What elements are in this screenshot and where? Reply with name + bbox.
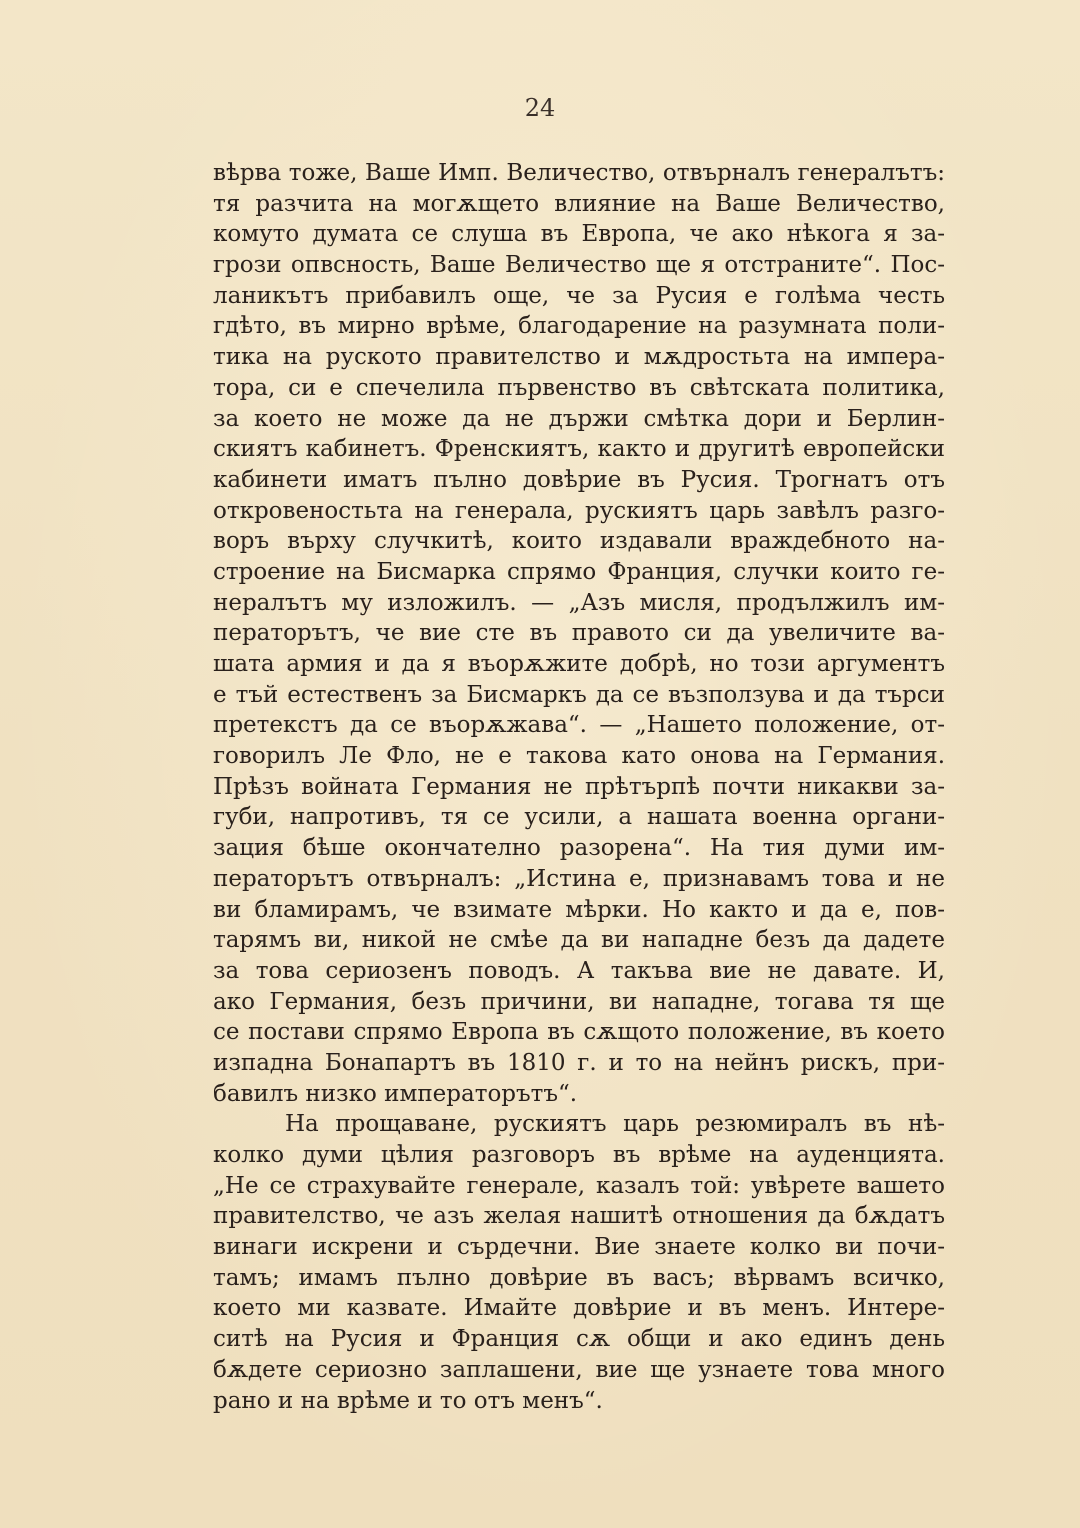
- text-line: шата армия и да я въорѫжите добрѣ, но този аргументъ: [213, 651, 945, 677]
- page-number: 24: [524, 94, 556, 122]
- text-line: „Не се страхувайте генерале, казалъ той: увѣрете вашето: [213, 1172, 945, 1199]
- text-line: воръ върху случкитѣ, които издавали враждебното на-: [213, 528, 945, 555]
- text-line: кабинети иматъ пълно довѣрие въ Русия. Трогнатъ отъ: [213, 466, 945, 493]
- text-line: изпадна Бонапартъ въ 1810 г. и то на нейнъ рискъ, при-: [213, 1049, 945, 1076]
- text-line: тамъ; имамъ пълно довѣрие въ васъ; вѣрвамъ всичко,: [213, 1264, 945, 1291]
- text-line: ператорътъ отвърналъ: „Истина е, признавамъ това и не: [213, 865, 945, 892]
- text-line: строение на Бисмарка спрямо Франция, случки които ге-: [213, 558, 945, 585]
- text-line: ланикътъ прибавилъ още, че за Русия е голѣма честь: [213, 282, 945, 309]
- text-line: ви бламирамъ, че взимате мѣрки. Но както и да е, пов-: [213, 896, 945, 923]
- text-line: говорилъ Ле Фло, не е такова като онова на Германия.: [213, 743, 945, 770]
- text-line: рано и на врѣме и то отъ менъ“.: [213, 1387, 603, 1414]
- text-line: бавилъ низко императорътъ“.: [213, 1080, 578, 1107]
- text-line: ако Германия, безъ причини, ви нападне, тогава тя ще: [213, 988, 945, 1015]
- text-line: се постави спрямо Европа въ сѫщото положение, въ което: [213, 1019, 945, 1046]
- text-line: правителство, че азъ желая нашитѣ отношения да бѫдатъ: [213, 1203, 945, 1230]
- text-line: скиятъ кабинетъ. Френскиятъ, както и другитѣ европейски: [213, 436, 945, 463]
- text-line: зация бѣше окончателно разорена“. На тия думи им-: [213, 835, 945, 862]
- text-line: вѣрва тоже, Ваше Имп. Величество, отвърналъ генералътъ:: [213, 160, 945, 186]
- text-line: На прощаване, рускиятъ царь резюмиралъ въ нѣ-: [285, 1111, 945, 1138]
- text-line: винаги искрени и сърдечни. Вие знаете колко ви почи-: [213, 1234, 945, 1261]
- text-line: ситѣ на Русия и Франция сѫ общи и ако единъ день: [213, 1326, 945, 1353]
- body-text: [213, 158, 945, 1416]
- text-line: бѫдете сериозно заплашени, вие ще узнаете това много: [213, 1356, 945, 1383]
- text-line: Прѣзъ войната Германия не прѣтърпѣ почти никакви за-: [213, 773, 945, 800]
- text-line: тя разчита на могѫщето влияние на Ваше Величество,: [213, 190, 945, 217]
- text-line: ператорътъ, че вие сте въ правото си да увеличите ва-: [213, 620, 945, 647]
- text-line: за това сериозенъ поводъ. А такъва вие не давате. И,: [213, 957, 945, 984]
- text-line: грози опвсность, Ваше Величество ще я отстраните“. Пос-: [213, 252, 945, 279]
- text-line: губи, напротивъ, тя се усили, а нашата военна органи-: [213, 804, 945, 831]
- text-line: нералътъ му изложилъ. — „Азъ мисля, продължилъ им-: [213, 589, 945, 616]
- text-line: колко думи цѣлия разговоръ въ врѣме на ауденцията.: [213, 1142, 945, 1168]
- text-line: тора, си е спечелила първенство въ свѣтската политика,: [213, 374, 945, 401]
- text-line: претекстъ да се въорѫжава“. — „Нашето положение, от-: [213, 712, 945, 739]
- text-line: гдѣто, въ мирно врѣме, благодарение на разумната поли-: [213, 313, 945, 340]
- text-line: е тъй естественъ за Бисмаркъ да се възползува и да търси: [213, 681, 945, 708]
- text-line: за което не може да не държи смѣтка дори и Берлин-: [213, 405, 945, 432]
- text-line: което ми казвате. Имайте довѣрие и въ менъ. Интере-: [213, 1295, 945, 1322]
- text-line: тика на руското правителство и мѫдростьта на импера-: [213, 344, 945, 371]
- text-line: откровеностьта на генерала, рускиятъ царь завѣлъ разго-: [213, 497, 945, 524]
- text-line: тарямъ ви, никой не смѣе да ви нападне безъ да дадете: [213, 927, 945, 954]
- text-line: комуто думата се слуша въ Европа, че ако нѣкога я за-: [213, 221, 945, 248]
